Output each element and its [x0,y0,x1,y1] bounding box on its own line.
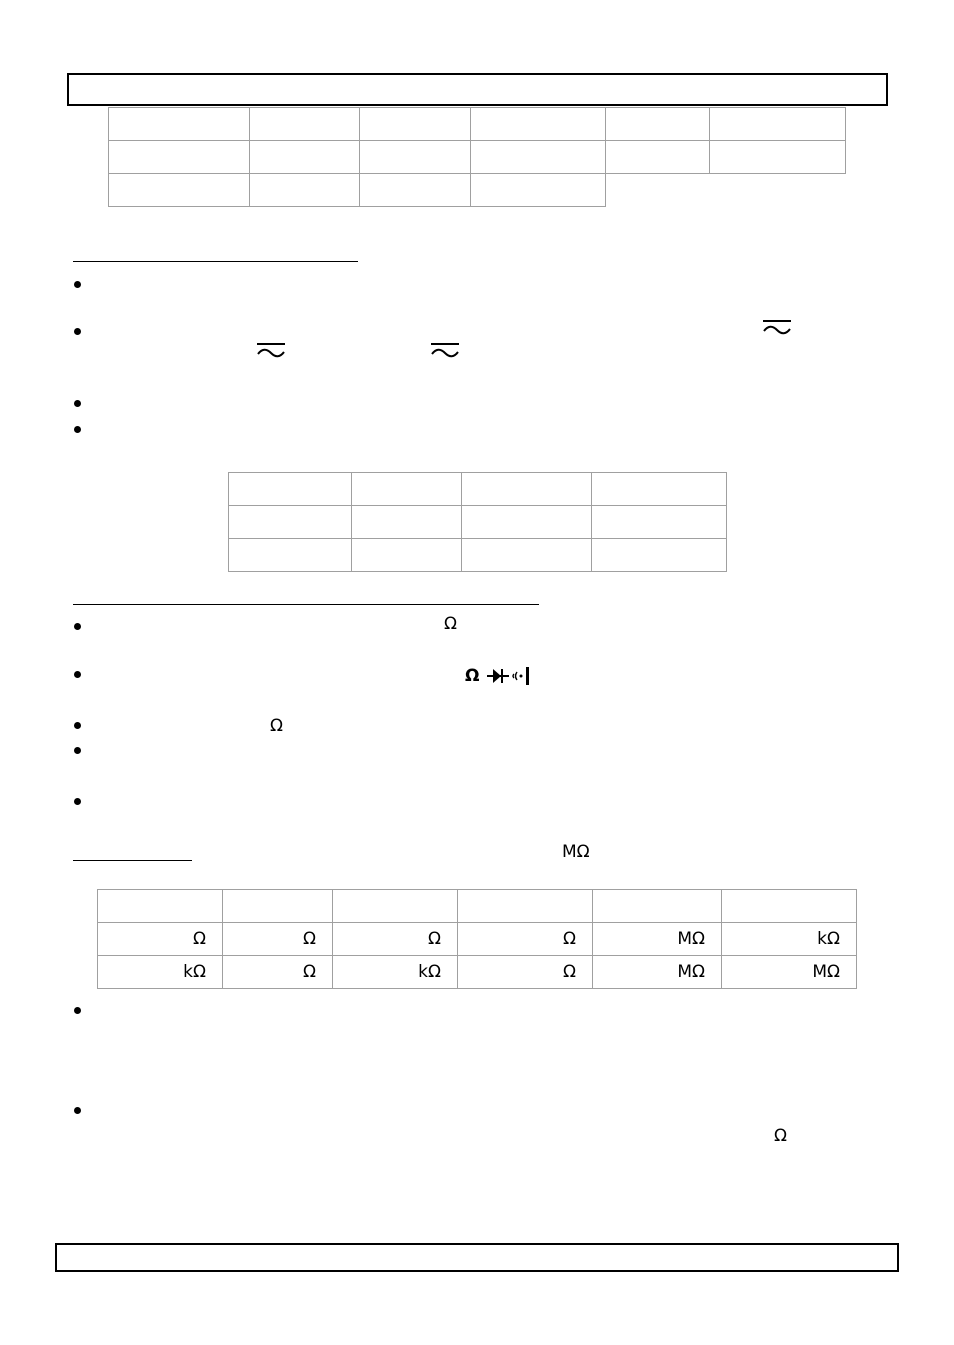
ac-dc-icon [430,342,460,360]
table-cell: kΩ [98,956,223,989]
megaohm-symbol: MΩ [562,842,590,862]
table-row [229,539,727,572]
table-cell: MΩ [722,956,857,989]
list-bullet [74,328,81,335]
list-bullet [74,798,81,805]
list-bullet [74,722,81,729]
list-bullet [74,400,81,407]
list-bullet [74,623,81,630]
table-cell: Ω [223,956,333,989]
table-cell [333,890,458,923]
ohm-symbol: Ω [444,614,457,634]
list-bullet [74,1107,81,1114]
list-bullet [74,1007,81,1014]
table-row [229,506,727,539]
table-cell: Ω [458,923,593,956]
spec-table-middle [228,472,727,572]
page-header-frame [67,73,888,106]
table-cell [593,890,722,923]
table-cell: kΩ [333,956,458,989]
table-cell: Ω [223,923,333,956]
page-footer-frame [55,1243,899,1272]
table-cell: MΩ [593,956,722,989]
ohm-symbol: Ω [270,716,283,736]
table-cell: Ω [98,923,223,956]
table-cell [98,890,223,923]
table-cell [223,890,333,923]
list-bullet [74,426,81,433]
diode-icon [487,667,509,685]
table-cell: Ω [333,923,458,956]
list-bullet [74,671,81,678]
ohm-symbol: Ω [774,1126,787,1146]
table-row [98,956,857,989]
table-row [98,890,857,923]
table-cell: MΩ [593,923,722,956]
table-row [109,108,846,141]
table-cell [722,890,857,923]
list-bullet [74,281,81,288]
table-cell: kΩ [722,923,857,956]
table-cell: Ω [458,956,593,989]
resistance-range-table [97,889,857,989]
list-bullet [74,747,81,754]
ohm-icon: Ω [465,666,480,686]
continuity-buzzer-icon [510,666,532,686]
table-row [109,174,846,207]
section-heading-underline [73,860,192,861]
section-heading-underline [73,604,539,605]
table-row [229,473,727,506]
section-heading-underline [73,261,358,262]
table-cell [458,890,593,923]
table-row [98,923,857,956]
spec-table-top [108,107,846,207]
ac-dc-icon [762,319,792,337]
ac-dc-icon [256,342,286,360]
table-row [109,141,846,174]
